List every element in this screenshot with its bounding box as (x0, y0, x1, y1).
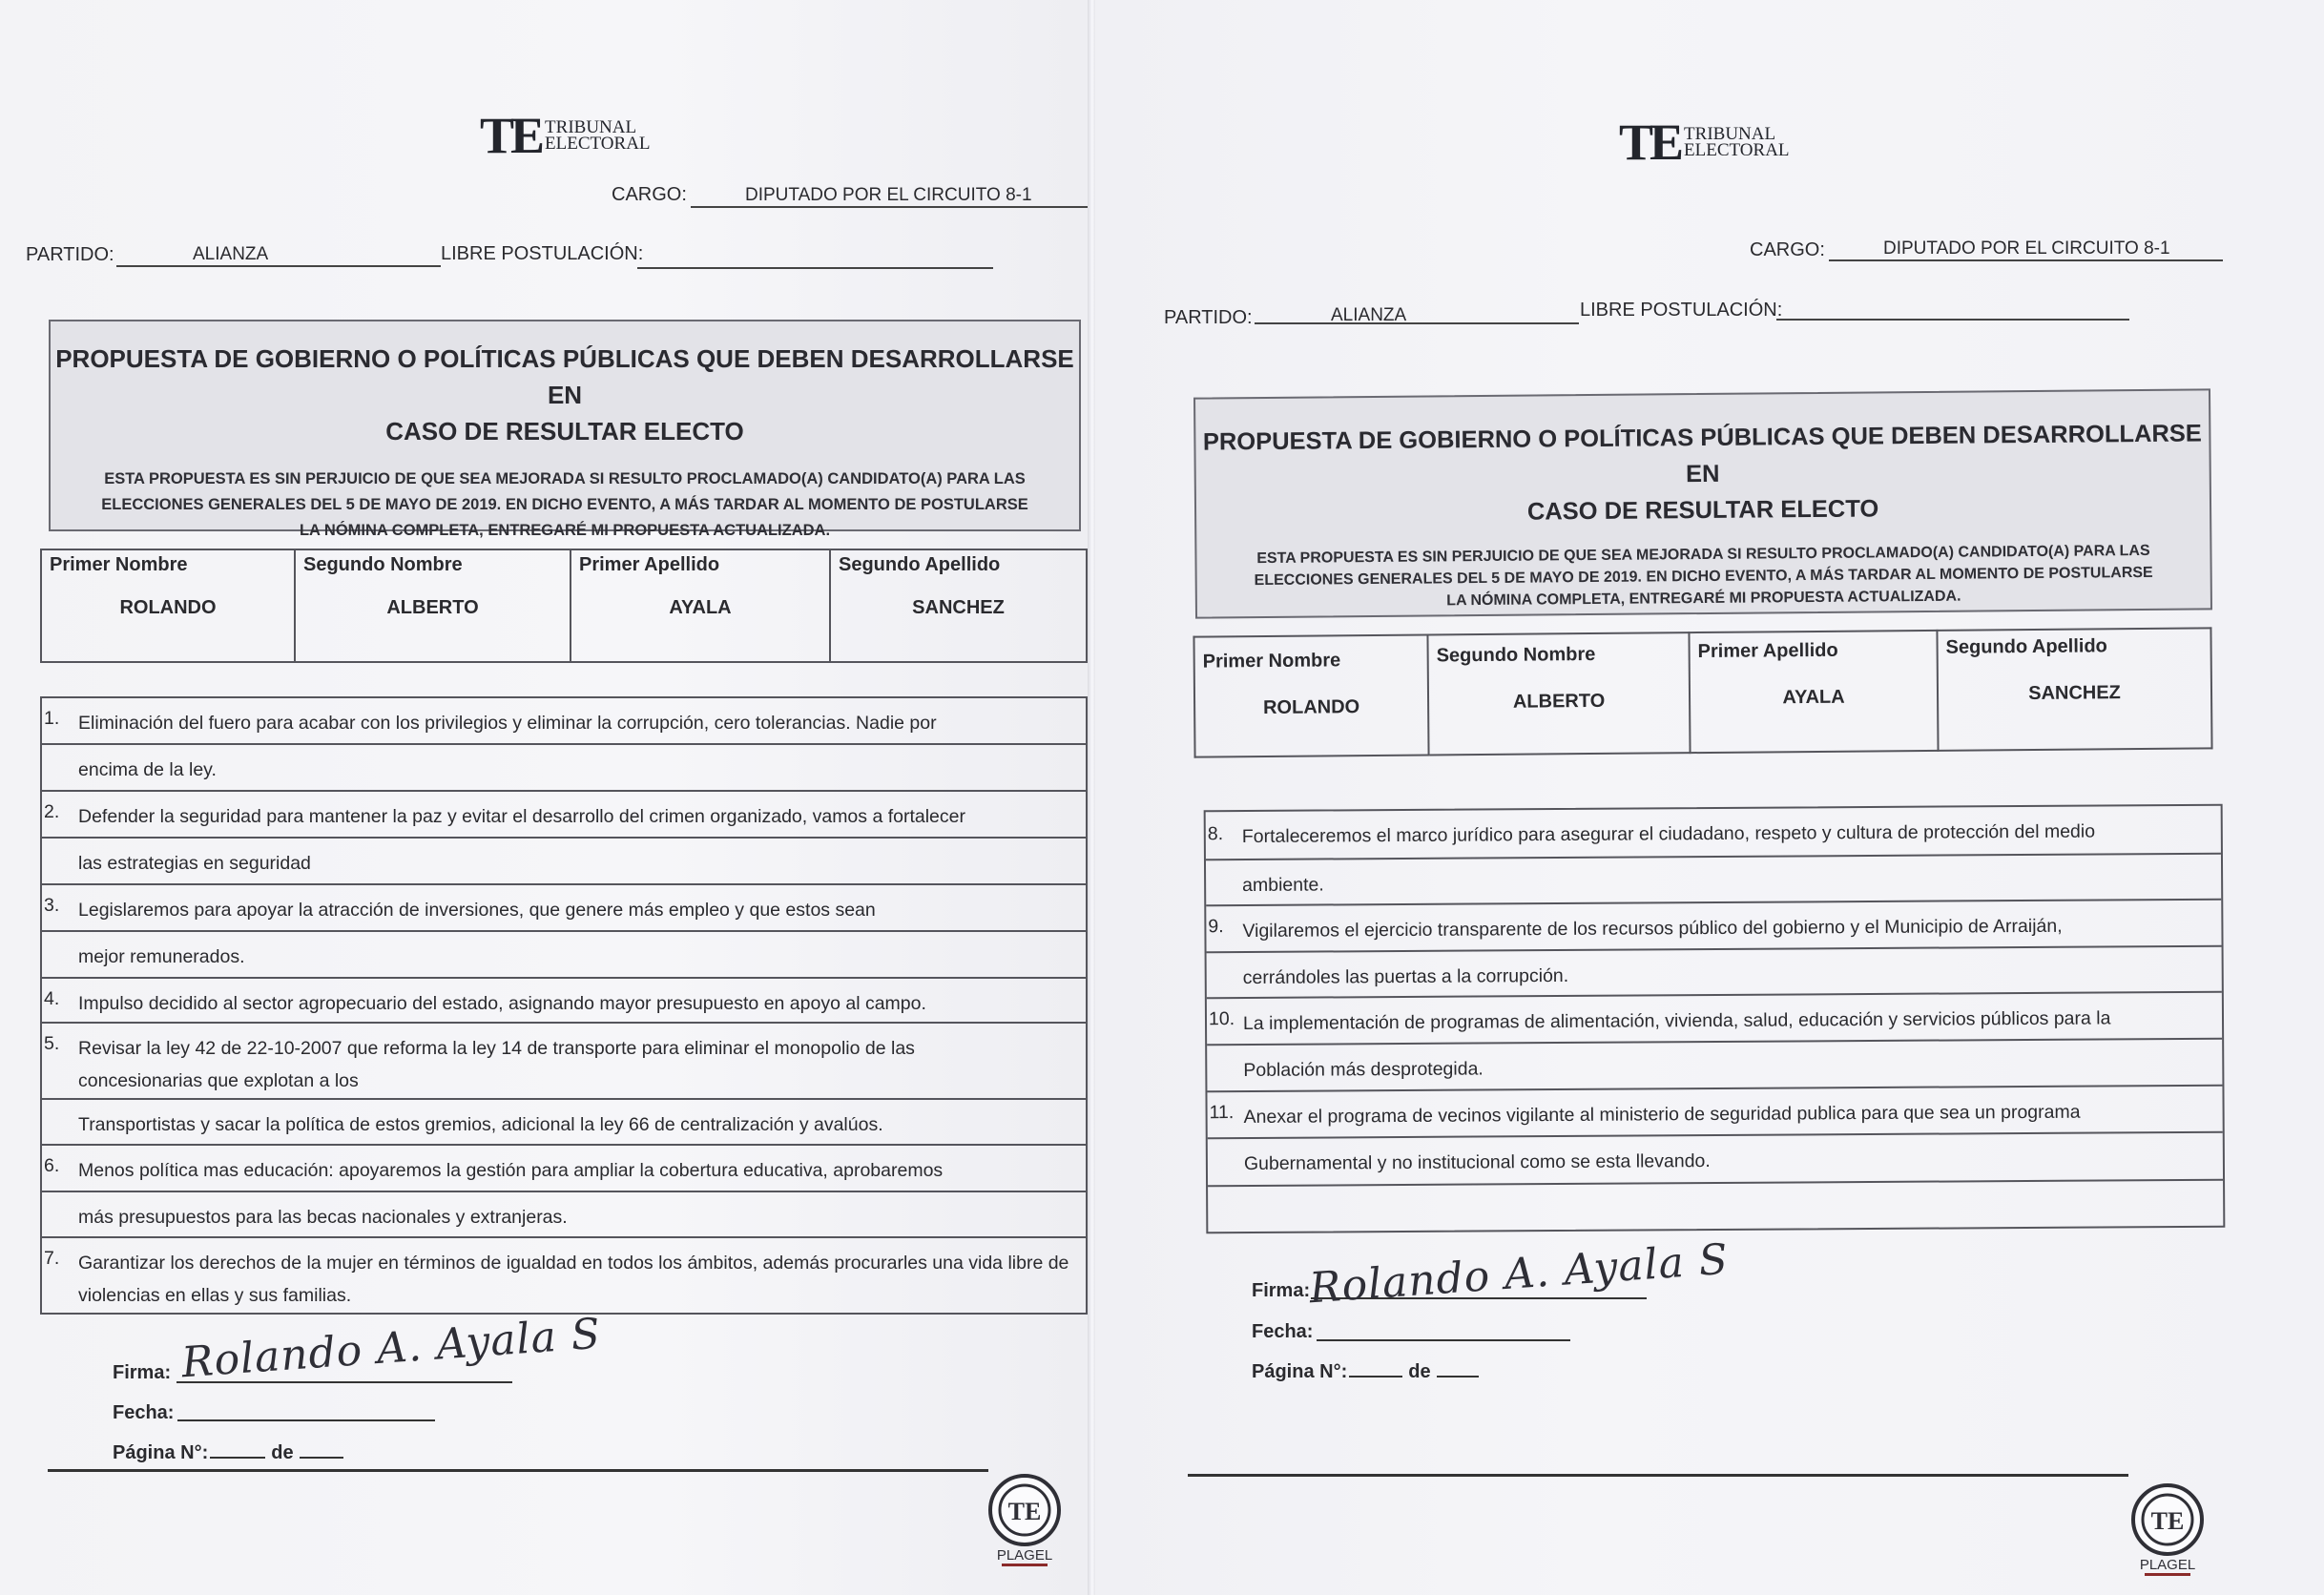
item-number: 10. (1208, 1008, 1235, 1030)
list-item (1208, 1181, 2223, 1232)
seal-mark: TE (1007, 1498, 1042, 1525)
list-item (1207, 947, 2222, 999)
item-text: Gubernamental y no institucional como se esta llevando. (1243, 1150, 1711, 1175)
fecha-line (177, 1412, 435, 1421)
notice-title: PROPUESTA DE GOBIERNO O POLÍTICAS PÚBLICAS QUE DEBEN DESARROLLARSE EN CASO DE RESULTAR ELECTO (1202, 420, 2202, 526)
primer-apellido-cell: Primer Apellido AYALA (1689, 631, 1938, 753)
cargo-value: DIPUTADO POR EL CIRCUITO 8-1 (745, 185, 1032, 205)
item-number: 4. (44, 988, 60, 1009)
tribunal-electoral-logo (1619, 114, 1790, 171)
cargo-label: CARGO: (1750, 239, 1825, 260)
item-text: La implementación de programas de alimentación, vivienda, salud, educación y servicios públicos para la (1242, 1007, 2111, 1035)
pagina-label: Página N°: de (1252, 1361, 1479, 1383)
item-text: encima de la ley. (78, 759, 217, 780)
firma-label: Firma: (113, 1362, 172, 1383)
item-text: mejor remunerados. (78, 946, 245, 967)
primer-apellido-cell: Primer Apellido AYALA (571, 549, 830, 662)
list-item (42, 932, 1086, 979)
segundo-nombre-cell: Segundo Nombre ALBERTO (295, 549, 571, 662)
libre-postulacion-line (637, 246, 993, 269)
segundo-nombre-cell: Segundo Nombre ALBERTO (1427, 632, 1690, 755)
item-text: Eliminación del fuero para acabar con los privilegios y eliminar la corrupción, cero tolerancias. Nadie por (78, 713, 937, 734)
list-item (42, 979, 1086, 1024)
partido-line (116, 246, 441, 267)
item-text: las estrategias en seguridad (78, 853, 311, 874)
list-item (42, 745, 1086, 792)
item-text (1244, 1190, 2208, 1195)
list-item (1207, 1087, 2222, 1139)
proposal-notice (49, 320, 1081, 539)
item-number: 3. (44, 895, 60, 916)
item-text: Población más desprotegida. (1243, 1058, 1484, 1082)
item-number: 7. (44, 1248, 60, 1269)
libre-postulacion-line (1776, 300, 2129, 321)
list-item (42, 1024, 1086, 1100)
item-number: 8. (1207, 823, 1224, 845)
item-text: Defender la seguridad para mantener la paz y evitar el desarrollo del crimen organizado, vamos a fortalecer (78, 806, 965, 827)
logo-line-1: TRIBUNAL (545, 117, 637, 137)
candidate-names-table (40, 549, 1088, 663)
tribunal-electoral-logo (480, 107, 651, 164)
primer-nombre-cell: Primer Nombre ROLANDO (1193, 635, 1428, 757)
item-number: 11. (1209, 1102, 1235, 1124)
logo-mark: TE (1619, 114, 1681, 171)
proposal-notice (1193, 388, 2212, 618)
item-text: Fortaleceremos el marco jurídico para asegurar el ciudadano, respeto y cultura de protección del medio (1241, 820, 2096, 848)
libre-postulacion-label: LIBRE POSTULACIÓN: (1580, 300, 1783, 321)
list-item (1207, 1040, 2222, 1092)
item-number: 9. (1208, 916, 1224, 938)
item-number: 6. (44, 1155, 60, 1176)
item-text: Anexar el programa de vecinos vigilante al ministerio de seguridad publica para que sea un programa (1243, 1101, 2081, 1129)
segundo-apellido-cell: Segundo Apellido SANCHEZ (830, 549, 1087, 662)
primer-nombre-cell: Primer Nombre ROLANDO (41, 549, 295, 662)
list-item (42, 792, 1086, 839)
cargo-label: CARGO: (612, 184, 687, 205)
bottom-rule-right (1188, 1474, 2128, 1477)
list-item (42, 698, 1086, 745)
item-text: Garantizar los derechos de la mujer en términos de igualdad en todos los ámbitos, además procurarles una vida libre de violencias en ellas y sus familias. (78, 1253, 1069, 1306)
list-item (42, 885, 1086, 932)
list-item (1207, 993, 2222, 1046)
item-number: 5. (44, 1033, 60, 1054)
item-text: Revisar la ley 42 de 22-10-2007 que reforma la ley 14 de transporte para eliminar el monopolio de las concesionarias que explotan a los (78, 1038, 915, 1091)
list-item (1206, 901, 2221, 953)
logo-line-2: ELECTORAL (545, 134, 651, 154)
seal-mark: TE (2150, 1507, 2185, 1535)
libre-postulacion-label: LIBRE POSTULACIÓN: (441, 243, 644, 264)
item-text: Impulso decidido al sector agropecuario del estado, asignando mayor presupuesto en apoyo al campo. (78, 993, 926, 1014)
signature: Rolando A. Ayala S (179, 1309, 603, 1388)
fecha-label: Fecha: (113, 1402, 175, 1423)
item-text: Transportistas y sacar la política de estos gremios, adicional la ley 66 de centralización y avalúos. (78, 1114, 883, 1135)
partido-label: PARTIDO: (26, 244, 114, 265)
item-text: cerrándoles las puertas a la corrupción. (1242, 964, 1569, 989)
candidate-names-table (1193, 627, 2212, 757)
item-text: Legislaremos para apoyar la atracción de inversiones, que genere más empleo y que estos sean (78, 900, 876, 921)
cargo-value: DIPUTADO POR EL CIRCUITO 8-1 (1883, 238, 2170, 259)
list-item (1208, 1133, 2223, 1187)
partido-line (1255, 303, 1579, 324)
list-item (1206, 855, 2221, 906)
item-number: 1. (44, 708, 60, 729)
notice-title: PROPUESTA DE GOBIERNO O POLÍTICAS PÚBLICAS QUE DEBEN DESARROLLARSE EN CASO DE RESULTAR ELECTO (55, 344, 1074, 445)
seal-caption: PLAGEL (996, 1547, 1053, 1564)
fecha-line (1317, 1332, 1570, 1341)
notice-subtitle: ESTA PROPUESTA ES SIN PERJUICIO DE QUE SEA MEJORADA SI RESULTO PROCLAMADO(A) CANDIDATO(A) PARA LAS ELECCIONES GENERALES DEL 5 DE MAYO DE 2019. EN DICHO EVENTO, A MÁS TARDAR AL MOMENTO DE POSTULARSE LA NÓMINA COMPLETA, ENTREGARÉ MI PROPUESTA ACTUALIZADA. (1254, 542, 2153, 610)
plagel-seal-right (2129, 1481, 2206, 1586)
logo-mark: TE (480, 107, 542, 164)
bottom-rule-left (48, 1469, 988, 1472)
pagina-label: Página N°: de (113, 1442, 343, 1464)
firma-label: Firma: (1252, 1280, 1311, 1301)
fecha-label: Fecha: (1252, 1321, 1314, 1342)
proposal-list-page-1 (40, 696, 1088, 1315)
list-item (42, 1100, 1086, 1146)
partido-label: PARTIDO: (1164, 307, 1253, 328)
seal-caption: PLAGEL (2139, 1557, 2196, 1573)
item-text: más presupuestos para las becas nacionales y extranjeras. (78, 1207, 568, 1228)
item-text: Vigilaremos el ejercicio transparente de los recursos público del gobierno y el Municipio de Arraiján, (1242, 915, 2063, 942)
list-item (42, 1192, 1086, 1238)
list-item (42, 1146, 1086, 1192)
notice-subtitle: ESTA PROPUESTA ES SIN PERJUICIO DE QUE SEA MEJORADA SI RESULTO PROCLAMADO(A) CANDIDATO(A) PARA LAS ELECCIONES GENERALES DEL 5 DE MAYO DE 2019. EN DICHO EVENTO, A MÁS TARDAR AL MOMENTO DE POSTULARSE LA NÓMINA COMPLETA, ENTREGARÉ MI PROPUESTA ACTUALIZADA. (101, 470, 1028, 539)
item-number: 2. (44, 801, 60, 822)
partido-value: ALIANZA (193, 244, 269, 264)
proposal-list-page-2 (1204, 804, 2226, 1234)
logo-text (545, 119, 650, 152)
item-text: Menos política mas educación: apoyaremos la gestión para ampliar la cobertura educativa, aprobaremos (78, 1160, 944, 1181)
plagel-seal-left (986, 1472, 1063, 1577)
item-text: ambiente. (1242, 874, 1324, 897)
logo-text: TRIBUNAL ELECTORAL (1684, 124, 1790, 160)
partido-value: ALIANZA (1331, 305, 1407, 325)
page-fold (1088, 0, 1095, 1595)
list-item (42, 839, 1086, 885)
list-item (1206, 806, 2221, 860)
segundo-apellido-cell: Segundo Apellido SANCHEZ (1937, 628, 2211, 750)
list-item (42, 1238, 1086, 1315)
signature: Rolando A. Ayala S (1307, 1234, 1731, 1314)
